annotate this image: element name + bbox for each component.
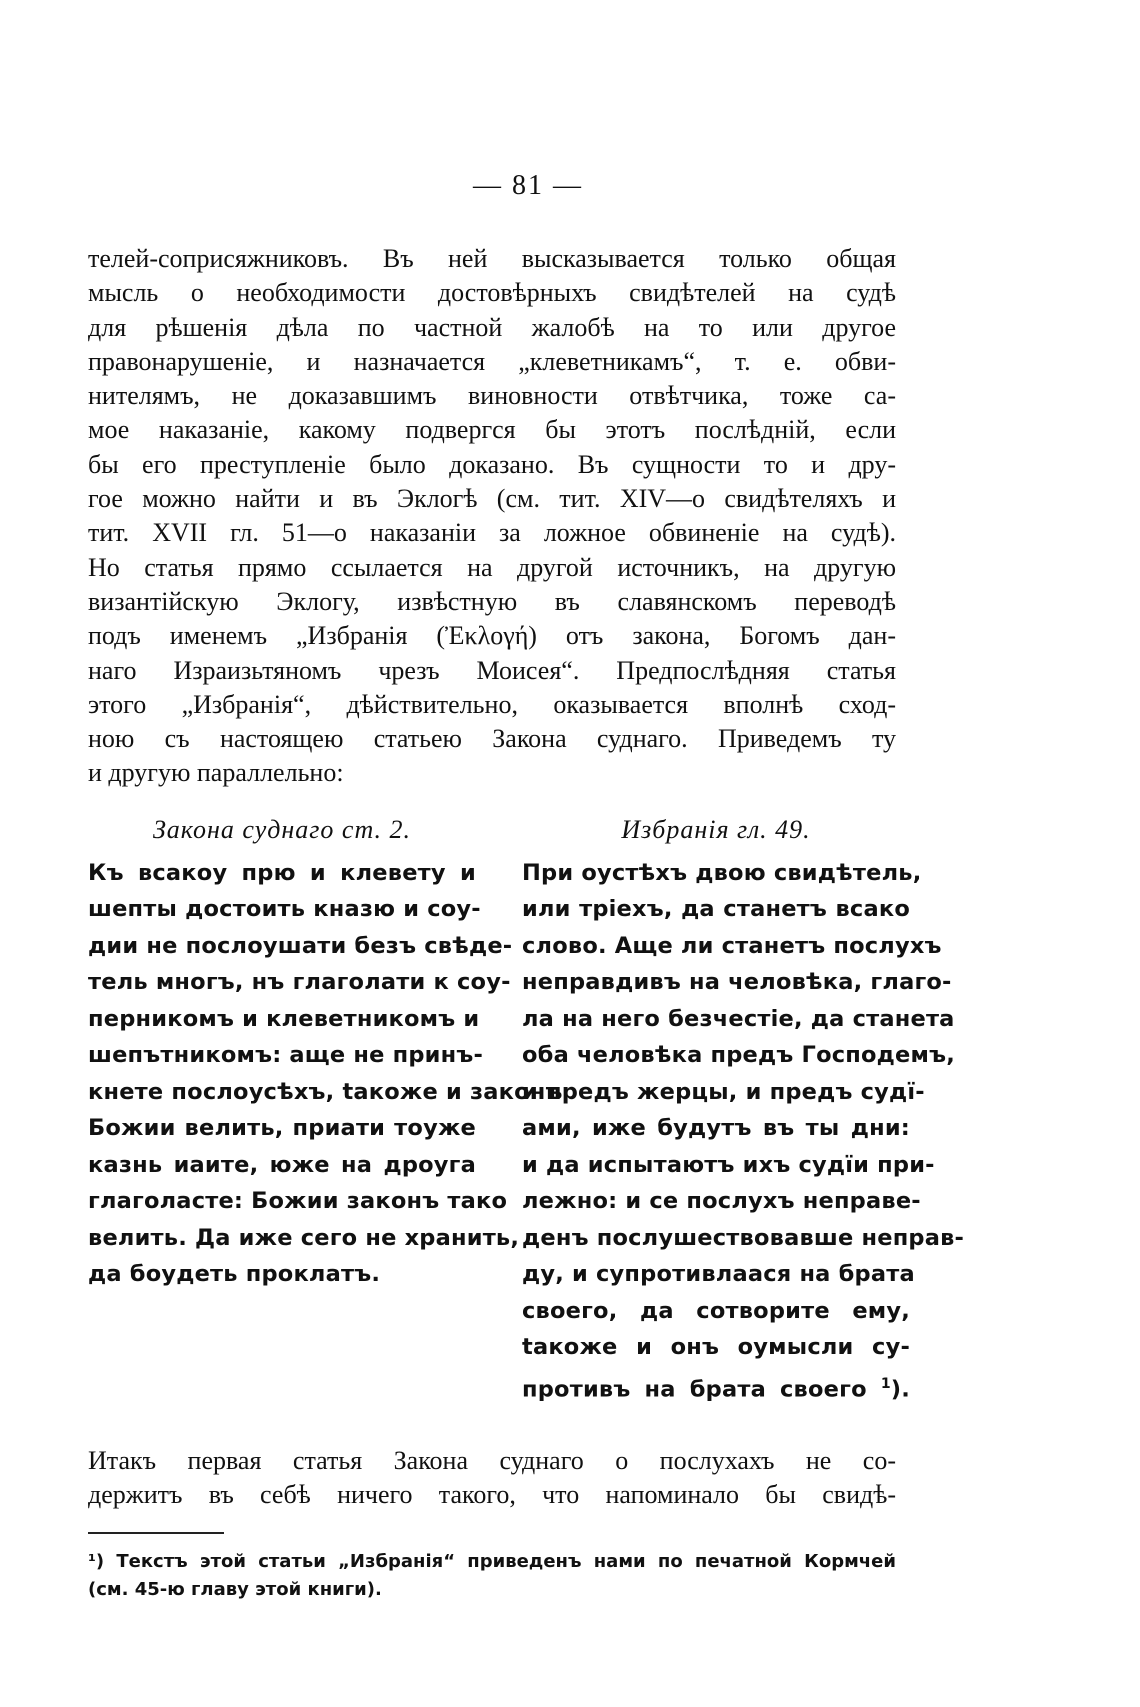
left-column-title: Закона суднаго ст. 2. (152, 814, 412, 844)
right-column (502, 813, 965, 1408)
slavonic-line: и предъ жерцы, и предъ судї- (522, 1078, 925, 1105)
slavonic-line: tакоже и онъ оумысли су- (522, 1334, 910, 1361)
slavonic-line: перникомъ и клеветникомъ и (88, 1005, 480, 1032)
footnote-line: (см. 45-ю главу этой книги). (88, 1579, 382, 1601)
slavonic-line: тель многъ, нъ глаголати к соу- (88, 969, 511, 996)
text-line: Но статья прямо ссылается на другой источникъ, на другую (88, 552, 896, 582)
slavonic-line: лежно: и се послухъ неправе- (522, 1188, 921, 1215)
left-column (88, 813, 563, 1408)
text-line: ною съ настоящею статьею Закона суднаго. Приведемъ ту (88, 724, 896, 754)
slavonic-line: шепътникомъ: аще не принъ- (88, 1042, 484, 1069)
text-line: и другую параллельно: (88, 758, 344, 788)
text-line: бы его преступленіе было доказано. Въ сущности то и дру- (88, 449, 896, 479)
text-line: подъ именемъ „Избранія (Ἐκλογή) отъ закона, Богомъ дан- (88, 621, 896, 651)
closing-paragraph (88, 1444, 896, 1513)
slavonic-line: дии не послоушати безъ свѣде- (88, 932, 513, 959)
left-column-text (88, 855, 563, 1293)
text-line: византійскую Эклогу, извѣстную въ славянскомъ переводѣ (88, 586, 896, 616)
slavonic-line: слово. Аще ли станетъ послухъ (522, 932, 942, 959)
slavonic-last-line (522, 1366, 910, 1408)
slavonic-line: ду, и супротивлаася на брата (522, 1261, 915, 1288)
slavonic-line: шепты достоить кназю и соу- (88, 896, 481, 923)
slavonic-line: ами, иже будутъ въ ты дни: (522, 1115, 910, 1142)
footnote-ref: 1 (880, 1375, 891, 1392)
text-line: нителямъ, не доказавшимъ виновности отвѣтчика, тоже са- (88, 381, 896, 411)
text-line: гое можно найти и въ Эклогѣ (см. тит. XIV—о свидѣтеляхъ и (88, 484, 896, 514)
slavonic-line: ла на него безчестіе, да станета (522, 1005, 955, 1032)
slavonic-line: своего, да сотворите ему, (522, 1297, 910, 1324)
text-line: телей-соприсяжниковъ. Въ ней высказывается только общая (88, 244, 896, 273)
slavonic-line-text: противъ на брата своего (522, 1376, 867, 1403)
slavonic-line: Къ всакоу прю и клевету и (88, 859, 476, 886)
text-line: наго Израизьтяномъ чрезъ Моисея“. Предпослѣдняя статья (88, 655, 896, 685)
footnote (88, 1548, 896, 1604)
slavonic-line: казнь иаите, юже на дроуга (88, 1151, 476, 1178)
text-line: правонарушеніе, и назначается „клеветникамъ“, т. е. обви- (88, 346, 896, 376)
slavonic-line: кнете послоусѣхъ, tакоже и законъ (88, 1078, 563, 1105)
intro-paragraph (88, 242, 896, 791)
slavonic-line: При оустѣхъ двою свидѣтель, (522, 859, 922, 886)
slavonic-line: глаголасте: Божии законъ тако (88, 1188, 508, 1215)
slavonic-line: неправдивъ на человѣка, глаго- (522, 969, 952, 996)
page-number: — 81 — (473, 170, 583, 201)
text-line: мысль о необходимости достовѣрныхъ свидѣтелей на судѣ (88, 278, 896, 308)
right-column-title: Избранія гл. 49. (621, 814, 811, 844)
text-line: держитъ въ себѣ ничего такого, что напоминало бы свидѣ- (88, 1480, 896, 1510)
text-line: мое наказаніе, какому подвергся бы этотъ послѣдній, если (88, 415, 896, 445)
right-column-text (522, 855, 965, 1408)
slavonic-line: оба человѣка предъ Господемъ, (522, 1042, 955, 1069)
parallel-columns (88, 813, 965, 1408)
slavonic-line: велить. Да иже сего не хранить, (88, 1224, 520, 1251)
closing-punct: ). (890, 1376, 910, 1403)
text-line: этого „Избранія“, дѣйствительно, оказывается вполнѣ сход- (88, 689, 896, 719)
footnote-rule (88, 1532, 224, 1534)
slavonic-line: Божии велить, приати тоуже (88, 1115, 476, 1142)
text-line: тит. XVII гл. 51—о наказаніи за ложное обвиненіе на судѣ). (88, 518, 896, 548)
slavonic-line: и да испытаютъ ихъ судїи при- (522, 1151, 935, 1178)
text-line: для рѣшенія дѣла по частной жалобѣ на то или другое (88, 312, 896, 342)
slavonic-line: или тріехъ, да станетъ всако (522, 896, 910, 923)
slavonic-line: денъ послушествовавше неправ- (522, 1224, 965, 1251)
slavonic-line: да боудеть проклатъ. (88, 1261, 381, 1288)
text-line: Итакъ первая статья Закона суднаго о послухахъ не со- (88, 1445, 896, 1475)
footnote-line: ¹) Текстъ этой статьи „Избранія“ приведенъ нами по печатной Кормчей (88, 1551, 896, 1573)
